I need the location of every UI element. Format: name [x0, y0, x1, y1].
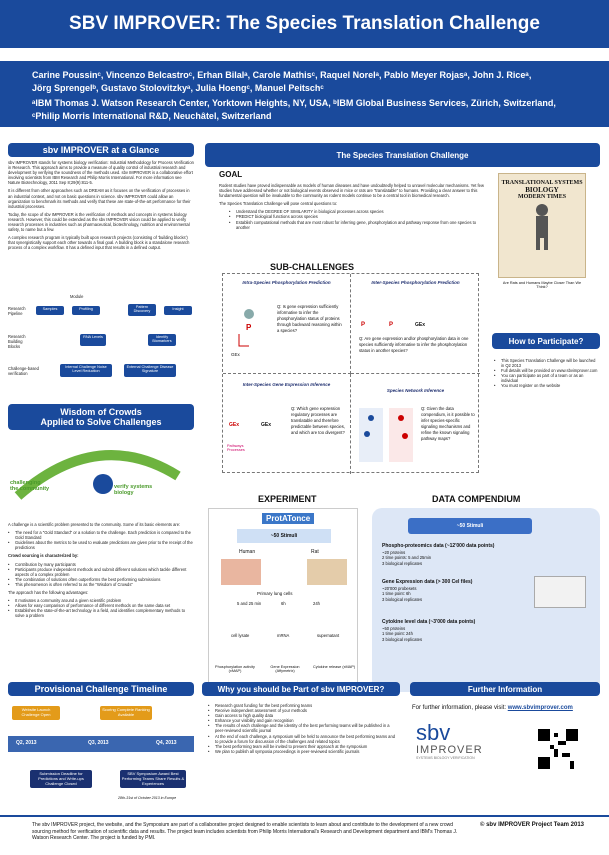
external-challenge-box: External Challenge Disease Signature: [124, 364, 176, 377]
glance-paragraph: A complex research program is typically built upon research projects (consisting of 'building blocks') that synergistically support each other towards a final goal. A building block is a standalone research process of a complex workflow. It has a defined input that results in a defined output.: [8, 235, 190, 251]
gex-detail: 1 time point: 6h: [382, 591, 411, 596]
cytokine-title: Cytokine level data (~3'000 data points): [382, 619, 476, 625]
workflow-diagram: [8, 292, 194, 387]
globe-icon: [93, 474, 113, 494]
phospho-title: Phospho-proteomics data (~12'000 data points): [382, 543, 495, 549]
participate-item: • This Species Translation Challenge will be launched in Q2 2013: [494, 358, 598, 368]
protatonce-logo: ProtATonce: [262, 513, 314, 524]
logo-tagline: SYSTEMS BIOLOGY VERIFICATION: [416, 756, 475, 760]
timepoint-3: 24h: [313, 601, 320, 606]
book-title-1: TRANSLATIONAL SYSTEMS: [501, 180, 583, 186]
phospho-data: [382, 544, 597, 566]
goal-paragraph: Rodent studies have proved indispensable as models of human diseases and have undoubtedly helped to unravel molecular mechanisms. Yet few studies have addressed whether or not biological events observed in mice or rats are "translatable" to humans. Providing a clear answer to this fundamental question will be invaluable to the community as rodent models continue to be a central tool in biomedical research.: [219, 183, 484, 199]
stc-heading: The Species Translation Challenge: [205, 143, 600, 167]
timeline-q3: Q3, 2013: [88, 740, 109, 746]
compendium-heading: DATA COMPENDIUM: [432, 494, 521, 504]
book-cover: [498, 173, 586, 278]
phospho-detail: 2 time points: 5 and 25min: [382, 555, 432, 560]
participate-item: • Full details will be provided on www.sbvimprover.com: [494, 368, 598, 373]
rat-label: Rat: [311, 549, 319, 555]
subchallenge-grid: [222, 273, 479, 473]
gex-detail: ~20'000 probesets: [382, 585, 417, 591]
rat-figure-icon: [522, 200, 562, 252]
pathways-label: Pathways Processes: [227, 444, 245, 452]
phospho-diagram-icon: [229, 306, 273, 358]
blocks-label: Research Building Blocks: [8, 334, 26, 350]
subchallenge-1-title: Intra-Species Phosphorylation Prediction: [242, 280, 331, 285]
crowd-bullet: • Participants produce independent methods and submit different solutions which tackle different aspects of a complex problem: [8, 567, 194, 577]
wisdom-intro: A challenge is a scientific problem presented to the community. Some of its basic elements are:: [8, 522, 181, 527]
footer-text: The sbv IMPROVER project, the website, and the Symposium are part of a collaborative project designed to enable scientists to learn about and contribute to the development of a new crowd sourcing method for verification of scientific data and results. The project team includes scientists from Philip Morris International's Research and Development department and IBM's Thomas J. Watson Research Center. The project is funded by PMI.: [32, 822, 458, 841]
mrna-label: mRNA: [277, 633, 290, 638]
logo-sbv: sbv: [416, 720, 451, 745]
glance-paragraph: Today, the scope of sbv IMPROVER is the verification of methods and concepts in systems biology research. However, this could be extended as the sbv IMPROVER vision could be applied to verify research processes in industries such as pharmaceutical, biotechnology, nutrition and environmental safety, to name but a few.: [8, 211, 190, 233]
lysate-label: cell lysate: [231, 633, 250, 638]
advantage-bullet: • It motivates a community around a given scientific problem: [8, 598, 194, 603]
timeline-milestone: SBV Symposium Award Best Performing Teams Share Results & Experiences: [121, 771, 185, 786]
footer: [0, 815, 609, 855]
subchallenge-4: [351, 374, 480, 474]
subchallenge-3-question: Q: Which gene expression regulatory processes are translatable and therefore predictable between species, and which are too divergent?: [291, 406, 346, 435]
cytokine-detail: 3 biological replicates: [382, 636, 423, 642]
participate-item: • You must register on the website: [494, 383, 598, 388]
wisdom-bullet: • The need for a "Gold Standard" or a solution to the challenge. Each prediction is compared to the Gold Standard: [8, 530, 194, 540]
goal-bullet: • Understand the DEGREE OF SIMILARITY in biological processes across species: [229, 209, 487, 214]
pipeline-label: Research Pipeline: [8, 306, 26, 317]
glance-paragraph: sbv IMPROVER stands for systems biology verification: Industrial Methodology for Process Verification in Research. This approach aims to provide a measure of quality control of industrial research and development by verifying the soundness of the methods used. sbv IMPROVER is a collaborative effort involving scientists from IBM Research and Philip Morris International. For more information see Nature Biotechnology, 2011 Sep 8;29(9):811-5.: [8, 160, 194, 186]
gex-label-4: GEx: [261, 422, 272, 428]
experiment-diagram: [208, 508, 358, 692]
human-figure-icon: [221, 559, 261, 585]
affiliations-line-1: ᵃIBM Thomas J. Watson Research Center, Yorktown Heights, NY, USA, ᵇIBM Global Business Services, Zürich, Switzerland,: [32, 98, 556, 108]
glance-heading: sbv IMPROVER at a Glance: [8, 143, 194, 157]
timeline-q2: Q2, 2013: [16, 740, 37, 746]
participate-item: • You can participate as part of a team or as an individual: [494, 373, 598, 383]
participate-heading: How to Participate?: [492, 333, 600, 349]
further-label: For further information, please visit:: [412, 705, 507, 711]
cytokine-data: [382, 620, 597, 642]
crowdsourcing-intro: Crowd sourcing is characterized by:: [8, 553, 79, 559]
experiment-stimuli: ~50 Stimuli: [237, 529, 331, 543]
subchallenge-3: [223, 374, 351, 474]
why-item: • Enhance your visibility and gain recognition: [208, 718, 398, 723]
goal-heading: GOAL: [219, 170, 243, 179]
crowd-bullet: • This phenomenon is often referred to as the "Wisdom of Crowds": [8, 582, 194, 587]
further-heading: Further Information: [410, 682, 600, 696]
timeline-milestone: Scoring Complete Ranking Available: [100, 706, 152, 720]
gene-expression-data: [382, 580, 532, 602]
wisdom-title-2: Applied to Solve Challenges: [40, 417, 162, 427]
network-diagram-icon: [357, 404, 417, 466]
crowd-right-label: verify systems biology: [114, 484, 153, 496]
rna-box: RNA Levels: [80, 334, 106, 346]
rat-figure-icon: [307, 559, 347, 585]
subchallenge-4-title: Species Network Inference: [386, 388, 445, 393]
wisdom-text: [8, 522, 194, 619]
crowd-bullet: • Contribution by many participants: [8, 562, 194, 567]
wisdom-heading: [8, 404, 194, 430]
why-item: • The results of each challenge and the identity of the best performing teams will be published in a peer-reviewed scientific journal: [208, 723, 398, 733]
sbv-logo: [416, 722, 516, 782]
output-2: Gene Expression (Affymetrix): [270, 665, 300, 673]
goal-paragraph: The Species Translation Challenge will pose central questions to:: [219, 201, 338, 207]
gex-title: Gene Expression data (> 300 Cel files): [382, 579, 473, 585]
why-item: • Research grant funding for the best performing teams: [208, 703, 398, 708]
subchallenge-1-question: Q: Is gene expression sufficiently informative to infer the phosphorylation status of proteins through backward reasoning within a species?: [277, 304, 342, 333]
supernatant-label: supernatant: [317, 633, 340, 638]
wisdom-bullet: • Guidelines about the metrics to be used to evaluate predictions are given prior to the receipt of the predictions: [8, 540, 194, 550]
goal-text: [219, 183, 487, 230]
advantage-bullet: • Establishes the state-of-the-art technology in a field, and identifies complementary methods to solve a problem: [8, 608, 194, 618]
subchallenge-2-question: Q: Are gene expression and/or phosphorylation data in one species sufficiently informative to infer the phosphorylation status in another species?: [359, 336, 469, 353]
book-title-2: BIOLOGY: [525, 186, 559, 194]
pattern-box: Pattern Discovery: [128, 304, 156, 316]
timeline-milestone: Submission Deadline for Predictions and Write-ups Challenge Closed: [30, 770, 92, 788]
human-label: Human: [239, 549, 256, 555]
wisdom-title-1: Wisdom of Crowds: [60, 407, 142, 417]
participate-list: [494, 358, 598, 389]
profiling-box: Profiling: [72, 306, 100, 315]
gex-label-3: GEx: [229, 422, 240, 428]
author-block: [0, 61, 609, 127]
subchallenge-1: [223, 274, 351, 374]
why-item: • The best performing team will be invited to present their approach at the symposium: [208, 744, 398, 749]
compendium-stimuli: ~50 Stimuli: [408, 518, 532, 534]
timepoint-1: 5 and 25 min: [237, 601, 262, 606]
why-list: [208, 703, 398, 754]
primary-cells-label: Primary lung cells: [257, 591, 293, 596]
why-item: • At the end of each challenge, a symposium will be held to announce the best performing teams and to provide a forum for discussion of the challenges and related topics: [208, 734, 398, 744]
timeline-q4: Q4, 2013: [156, 740, 177, 746]
crowd-bullet: • The combination of solutions often outperforms the best performing submissions: [8, 577, 194, 582]
why-item: • Gain access to high quality data: [208, 713, 398, 718]
symposium-note: 28th-31st of October 2013 in Europe: [118, 796, 177, 800]
goal-bullet: • Establish computational methods that are most robust for inferring gene, phosphorylation and pathway response from one species to another: [229, 220, 487, 230]
timepoint-2: 6h: [281, 601, 286, 606]
timeline-milestone: Website Launch Challenge Open: [12, 706, 60, 720]
subchallenge-2: [351, 274, 480, 374]
gex-label: GEx: [231, 352, 240, 357]
crowd-left-label: challenging the community: [10, 480, 50, 492]
timeline-heading: Provisional Challenge Timeline: [8, 682, 194, 696]
advantages-intro: The approach has the following advantages:: [8, 590, 89, 596]
subchallenge-4-question: Q: Given the data compendium, is it possible to infer species-specific signaling mechanisms and refine the known signaling pathway maps?: [421, 406, 475, 441]
authors-line-2: Jörg Sprengelᵇ, Gustavo Stolovitzkyᵃ, Julia Hoengᶜ, Manuel Peitschᶜ: [32, 82, 324, 93]
compendium-panel: [372, 508, 600, 692]
biomarker-box: Identify Biomarkers: [148, 334, 176, 346]
svg-text:P: P: [246, 323, 252, 332]
p-label-human: P: [389, 322, 394, 328]
goal-bullet: • PREDICT biological functions across species: [229, 214, 487, 219]
copyright: © sbv IMPROVER Project Team 2013: [480, 822, 585, 828]
why-heading: Why you should be Part of sbv IMPROVER?: [202, 682, 400, 696]
subchallenge-2-title: Inter-Species Phosphorylation Prediction: [371, 280, 460, 285]
lab-instrument-icon: [534, 576, 586, 608]
gex-detail: 3 biological replicates: [382, 596, 423, 602]
phospho-detail: ~20 proteins: [382, 549, 406, 555]
insight-box: Insight: [164, 306, 192, 315]
book-title-3: MODERN TIMES: [517, 194, 567, 200]
book-caption: Are Rats and Humans Maybe Closer Than We Think?: [502, 281, 582, 289]
cytokine-detail: ~50 proteins: [382, 625, 406, 631]
cytokine-detail: 1 time point: 24h: [382, 631, 413, 636]
output-3: Cytokine release (xMAP): [313, 665, 355, 669]
advantage-bullet: • Allows for easy comparison of performance of different methods on the same data set: [8, 603, 194, 608]
internal-challenge-box: Internal Challenge Noise Level Reduction: [60, 364, 112, 377]
crowd-illustration: [8, 436, 194, 514]
website-link[interactable]: www.sbvimprover.com: [507, 705, 573, 711]
why-item: • We plan to publish all symposia proceedings in peer-reviewed scientific journals: [208, 749, 398, 754]
poster-title: SBV IMPROVER: The Species Translation Challenge: [0, 0, 609, 48]
subchallenges-heading: SUB-CHALLENGES: [270, 262, 355, 272]
glance-paragraph: It is different from other approaches such as DREAM as it focuses on the verification of processes in an industrial context, and not on basic questions in science. sbv IMPROVER could allow an organization to benchmark its methods and verify that these are state-of-the-art performance for their industrial processes.: [8, 188, 191, 209]
p-label-rat: P: [361, 322, 366, 328]
logo-improver: IMPROVER: [416, 744, 483, 756]
phospho-detail: 3 biological replicates: [382, 560, 423, 566]
further-text: [412, 705, 602, 711]
affiliations-line-2: ᶜPhilip Morris International R&D, Neuchâtel, Switzerland: [32, 110, 272, 121]
authors-line-1: Carine Poussinᶜ, Vincenzo Belcastroᶜ, Erhan Bilalᵃ, Carole Mathisᶜ, Raquel Norelᵃ, Pablo Meyer Rojasᵃ, John J. Riceᵃ,: [32, 70, 532, 80]
why-item: • Receive independent assessment of your methods: [208, 708, 398, 713]
verification-label: Challenge-based verification: [8, 366, 39, 377]
gex-label-2: GEx: [415, 322, 426, 328]
glance-text: [8, 160, 194, 254]
samples-box: Samples: [36, 306, 64, 315]
experiment-heading: EXPERIMENT: [258, 494, 317, 504]
timeline-diagram: [8, 702, 194, 812]
module-label: Module: [70, 294, 84, 299]
qr-code-icon[interactable]: [538, 729, 578, 769]
output-1: Phosphorylation activity (xMAP): [215, 665, 255, 673]
subchallenge-3-title: Inter-Species Gene Expression Inference: [242, 382, 331, 387]
